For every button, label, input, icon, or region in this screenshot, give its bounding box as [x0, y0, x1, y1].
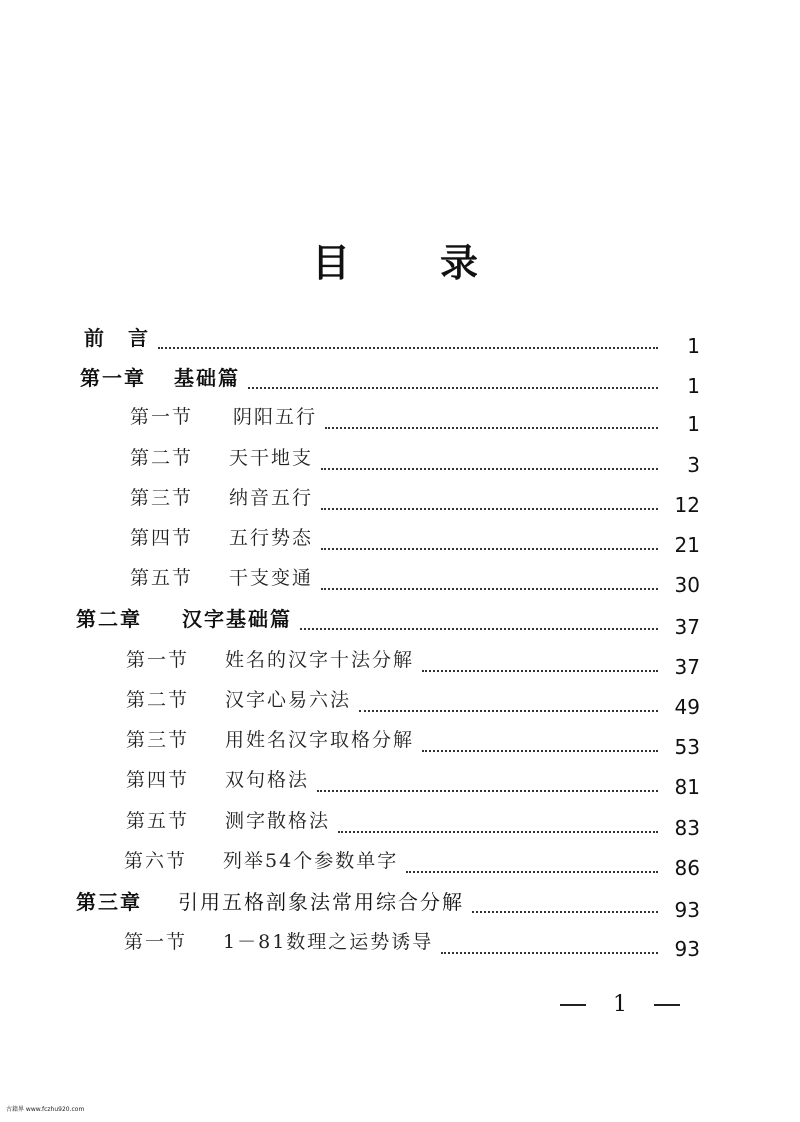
toc-entry-label: 第五节: [126, 810, 190, 832]
toc-entry[interactable]: [126, 765, 700, 805]
toc-entry[interactable]: [130, 483, 700, 523]
toc-entry[interactable]: [126, 806, 700, 846]
toc-entry-page: 53: [674, 735, 700, 759]
toc-entry-page: 21: [674, 533, 700, 557]
toc-entry-page: 49: [674, 695, 700, 719]
toc-entry-label: 第一节: [124, 931, 188, 953]
toc-entry[interactable]: [76, 886, 700, 926]
toc-entry-title: 阴阳五行: [233, 406, 318, 428]
toc-entry[interactable]: [130, 523, 700, 563]
toc-entry[interactable]: [126, 685, 700, 725]
dot-leader: [422, 670, 658, 672]
toc-entry[interactable]: [76, 603, 700, 643]
toc-entry-page: 3: [687, 453, 700, 477]
footer-dash-right: [654, 1004, 680, 1006]
dot-leader: [441, 952, 658, 954]
dot-leader: [321, 548, 658, 550]
toc-entry-label: 第五节: [130, 567, 194, 589]
toc-entry-title: 姓名的汉字十法分解: [225, 649, 415, 671]
toc-entry-title: 天干地支: [229, 447, 314, 469]
toc-entry[interactable]: [126, 725, 700, 765]
toc-entry-page: 81: [674, 775, 700, 799]
dot-leader: [406, 871, 658, 873]
toc-entry-title: 汉字基础篇: [182, 607, 292, 631]
toc-entry-label: 第一章: [80, 366, 146, 390]
toc-entry-label: 第四节: [130, 527, 194, 549]
toc-entry-label: 第六节: [124, 850, 188, 872]
toc-entry-title: 汉字心易六法: [225, 689, 352, 711]
toc-entry-title: 列举54个参数单字: [223, 850, 399, 872]
dot-leader: [248, 387, 658, 389]
toc-entry-title: 用姓名汉字取格分解: [225, 729, 415, 751]
toc-entry-page: 1: [687, 374, 700, 398]
dot-leader: [422, 750, 658, 752]
toc-entry-label: 第四节: [126, 769, 190, 791]
toc-entry-page: 1: [687, 334, 700, 358]
dot-leader: [317, 790, 658, 792]
toc-entry-label: 第二节: [126, 689, 190, 711]
dot-leader: [338, 831, 658, 833]
toc-entry-label: 第三节: [126, 729, 190, 751]
toc-entry-title: 测字散格法: [225, 810, 331, 832]
toc-entry-title: 五行势态: [229, 527, 314, 549]
toc-entry-page: 12: [674, 493, 700, 517]
toc-entry-label: 第一节: [130, 406, 194, 428]
toc-entry[interactable]: [130, 563, 700, 603]
toc-entry[interactable]: [84, 322, 700, 362]
toc-entry-page: 30: [674, 573, 700, 597]
toc-entry-page: 83: [674, 816, 700, 840]
dot-leader: [321, 468, 658, 470]
dot-leader: [325, 427, 658, 429]
toc-entry-title: 引用五格剖象法常用综合分解: [178, 890, 464, 914]
toc-entry-title: 双句格法: [225, 769, 310, 791]
toc-entry-label: 第三节: [130, 487, 194, 509]
toc-entry-page: 37: [674, 615, 700, 639]
toc-entry-page: 86: [674, 856, 700, 880]
toc-entry-label: 第二节: [130, 447, 194, 469]
dot-leader: [472, 911, 658, 913]
dot-leader: [321, 588, 658, 590]
footer-page-number: 1: [613, 992, 627, 1017]
toc-entry-page: 1: [687, 412, 700, 436]
toc-entry[interactable]: [130, 402, 700, 442]
watermark-text: 古籍界 www.fczhu920.com: [6, 1106, 85, 1113]
dot-leader: [300, 628, 658, 630]
toc-entry-title: 1－81数理之运势诱导: [223, 931, 434, 953]
dot-leader: [158, 347, 658, 349]
dot-leader: [321, 508, 658, 510]
page-footer: [560, 992, 680, 1017]
toc-entry-label: 前 言: [84, 326, 150, 350]
toc-entry[interactable]: [124, 927, 700, 967]
toc-entry-title: 基础篇: [174, 366, 240, 390]
dot-leader: [359, 710, 658, 712]
toc-entry[interactable]: [80, 362, 700, 402]
title-char-2: 录: [440, 241, 479, 285]
toc-entry-page: 37: [674, 655, 700, 679]
toc-entry-label: 第三章: [76, 890, 142, 914]
toc-entry[interactable]: [126, 645, 700, 685]
title-char-1: 目: [312, 241, 351, 285]
footer-dash-left: [560, 1004, 586, 1006]
toc-entry-label: 第二章: [76, 607, 142, 631]
toc-entry-title: 干支变通: [229, 567, 314, 589]
toc-entry-label: 第一节: [126, 649, 190, 671]
toc-entry[interactable]: [130, 443, 700, 483]
toc-entry-page: 93: [674, 937, 700, 961]
toc-entry[interactable]: [124, 846, 700, 886]
toc-entry-title: 纳音五行: [229, 487, 314, 509]
toc-entry-page: 93: [674, 898, 700, 922]
